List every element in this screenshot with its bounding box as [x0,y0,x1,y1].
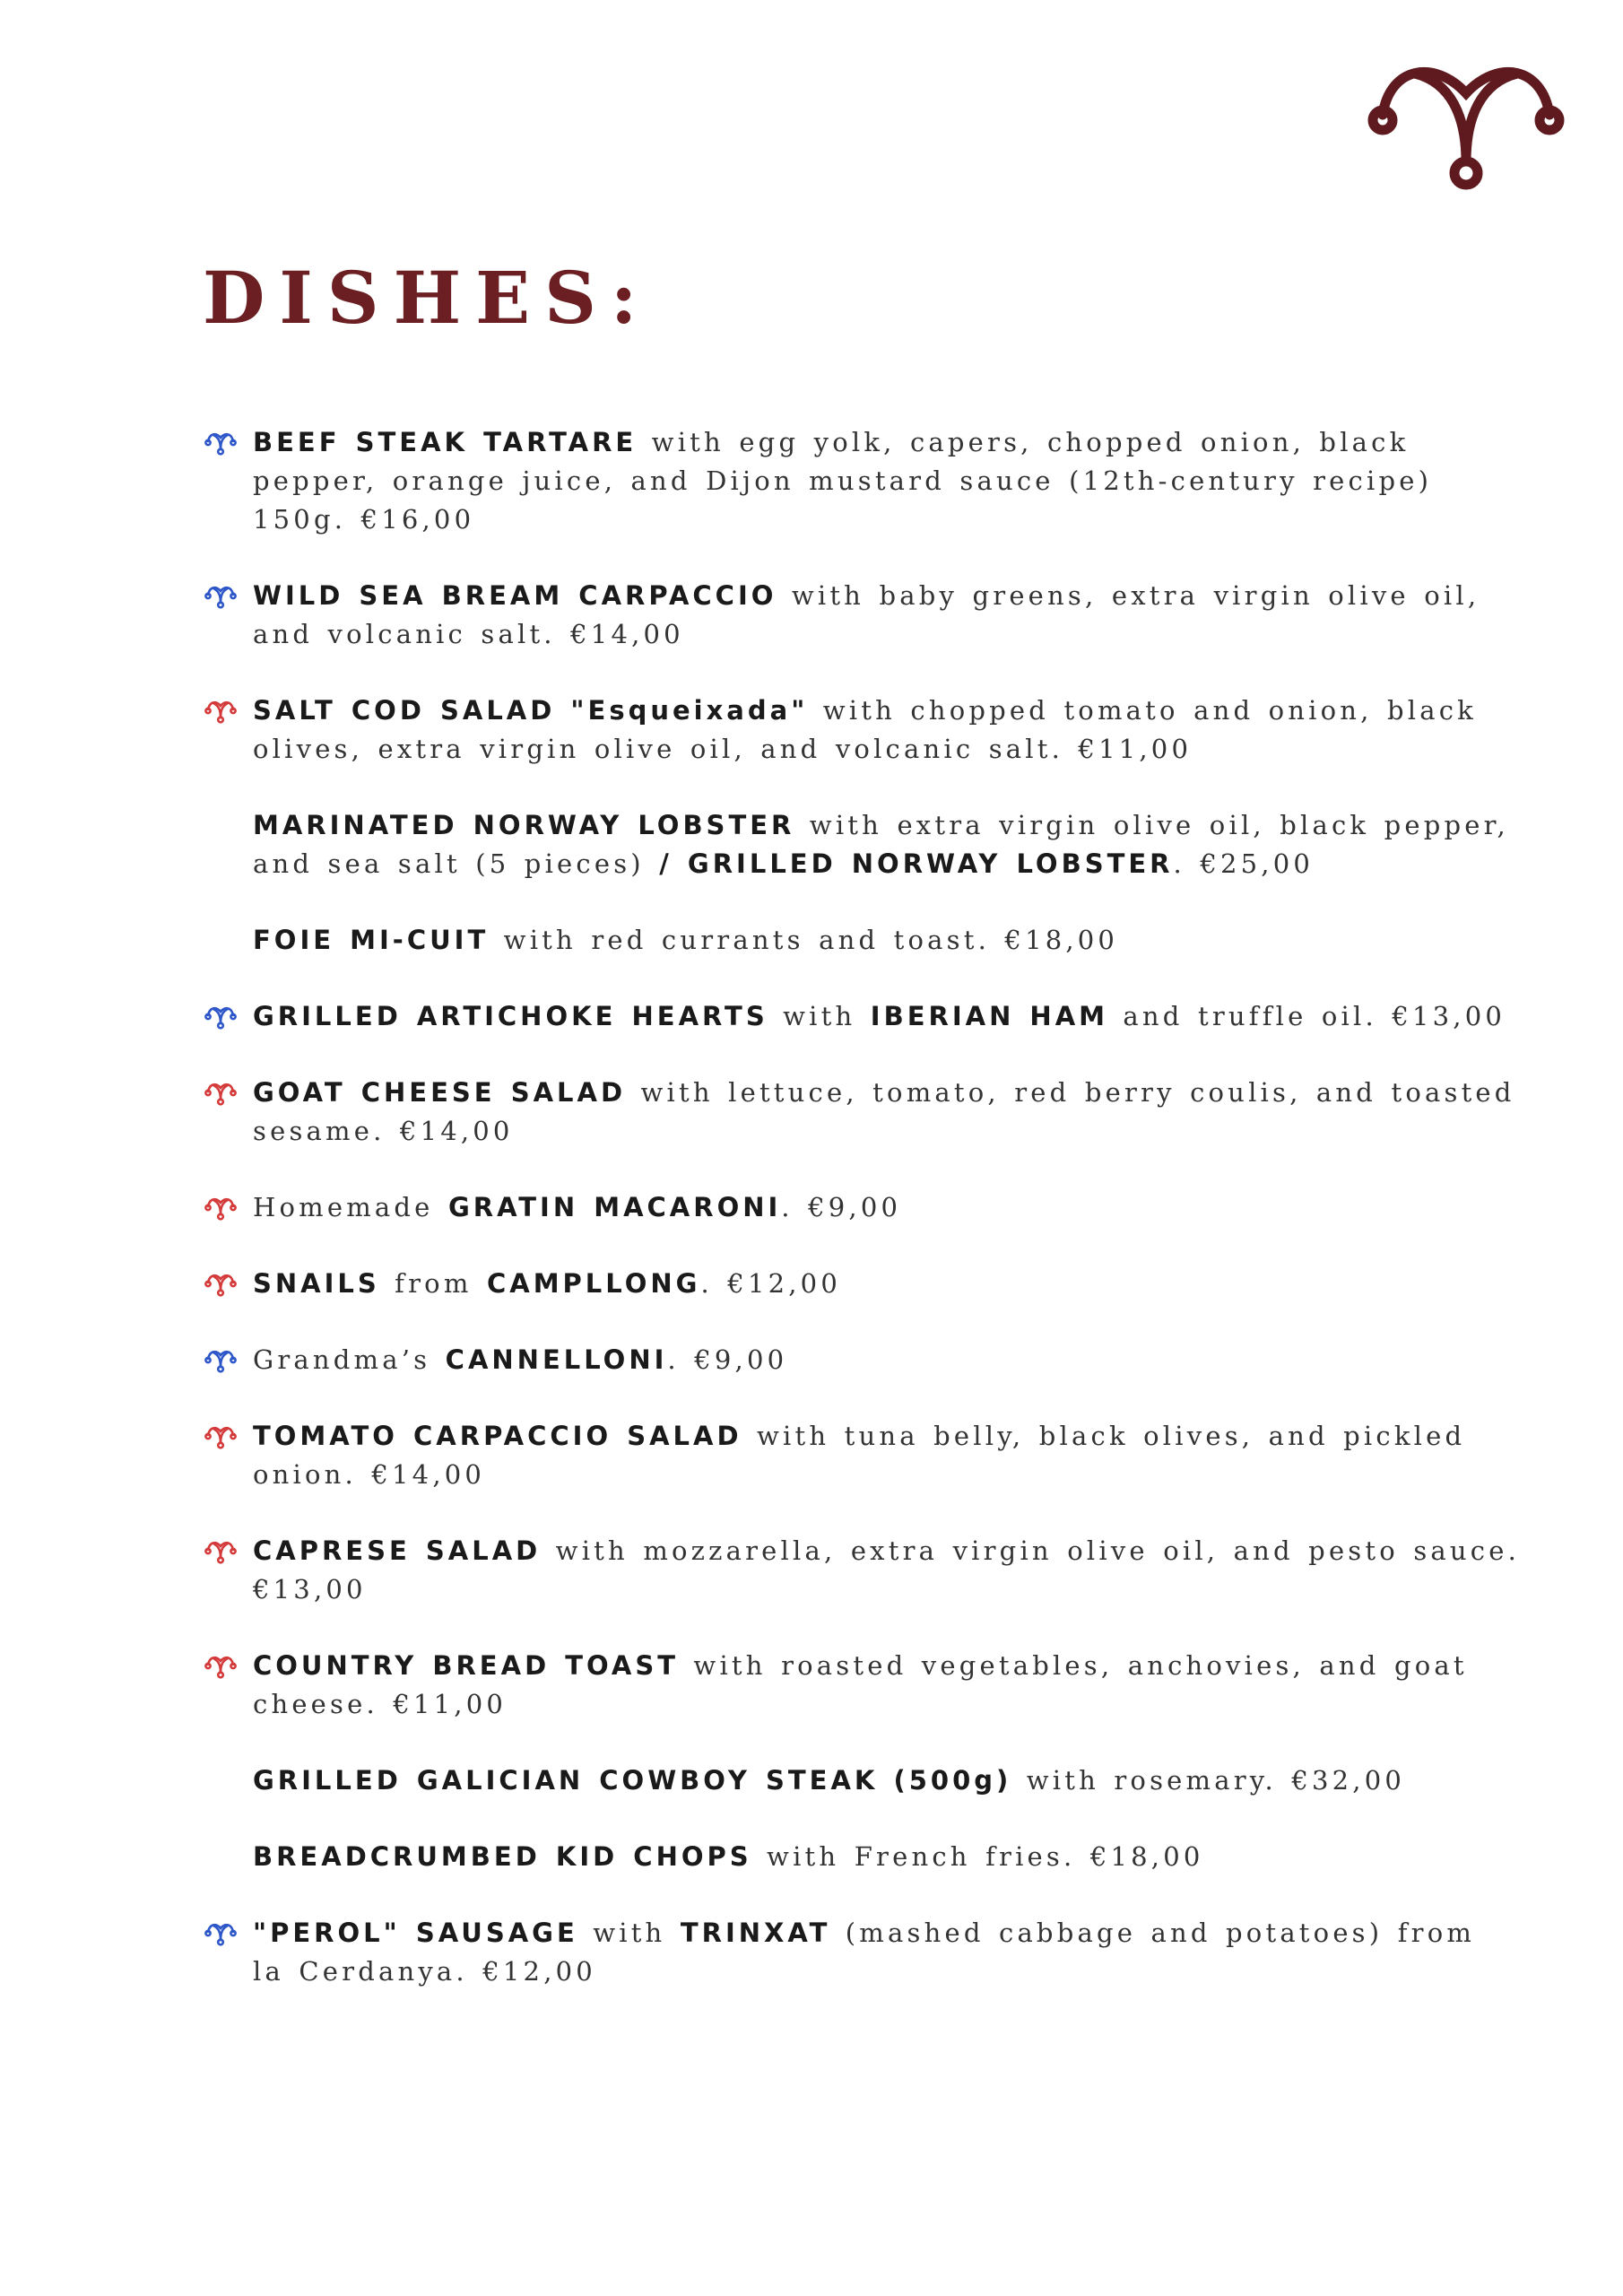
dish-item [203,691,1521,769]
dish-item [203,1914,1521,1991]
dish-name: SALT COD SALAD "Esqueixada" [253,695,809,726]
jester-hat-bullet-icon [203,1196,239,1221]
dish-item [203,1838,1521,1876]
jester-hat-bullet-icon [203,699,239,724]
dish-description: with egg yolk, capers, chopped onion, black pepper, orange juice, and Dijon mustard sauce (12th-century recipe) 150g. €16,00 [253,427,1433,535]
dish-description: with [577,1918,681,1948]
dish-item [203,997,1521,1036]
dish-description: with chopped tomato and onion, black olives, extra virgin olive oil, and volcanic salt. €11,00 [253,695,1477,764]
dish-description: with red currants and toast. €18,00 [489,925,1119,955]
jester-hat-bullet-icon [203,1424,239,1449]
jester-hat-logo-icon [1363,47,1569,199]
dish-name: TOMATO CARPACCIO SALAD [253,1421,742,1451]
jester-hat-bullet-icon [203,584,239,609]
dish-item [203,577,1521,654]
dish-description: with roasted vegetables, anchovies, and goat cheese. €11,00 [253,1650,1468,1719]
dish-name: GRILLED GALICIAN COWBOY STEAK (500g) [253,1765,1012,1796]
dish-name: GRATIN MACARONI [447,1192,782,1222]
dish-name: SNAILS [253,1268,380,1299]
dish-name: TRINXAT [680,1918,831,1948]
dish-name: IBERIAN HAM [870,1001,1109,1031]
dish-description: Homemade [253,1192,448,1222]
dish-name: CAPRESE SALAD [253,1535,542,1566]
dish-item [203,1341,1521,1379]
dish-description: . €9,00 [667,1344,788,1375]
jester-hat-bullet-icon [203,1081,239,1106]
dish-description: and truffle oil. €13,00 [1108,1001,1506,1031]
jester-hat-bullet-icon [203,1348,239,1373]
dish-list [203,423,1521,2029]
jester-hat-bullet-icon [203,1272,239,1297]
dish-name: GOAT CHEESE SALAD [253,1077,627,1108]
dish-description: with mozzarella, extra virgin olive oil, and pesto sauce. €13,00 [253,1535,1520,1605]
dish-name: FOIE MI-CUIT [253,925,490,955]
dish-name: WILD SEA BREAM CARPACCIO [253,580,777,611]
dish-description: with rosemary. €32,00 [1011,1765,1406,1796]
dish-description: with French fries. €18,00 [751,1841,1204,1872]
dish-name: CAMPLLONG [486,1268,701,1299]
dish-item [203,1647,1521,1724]
dish-item [203,1074,1521,1151]
jester-hat-bullet-icon [203,430,239,456]
dish-name: MARINATED NORWAY LOBSTER [253,810,795,840]
dish-name: BREADCRUMBED KID CHOPS [253,1841,752,1872]
dish-description: . €12,00 [700,1268,841,1299]
jester-hat-bullet-icon [203,1921,239,1946]
dish-item [203,806,1521,883]
dish-item [203,921,1521,960]
dish-description: with [768,1001,871,1031]
dish-item [203,1532,1521,1609]
dish-item [203,1265,1521,1303]
dish-description: with baby greens, extra virgin olive oil, and volcanic salt. €14,00 [253,580,1480,649]
dish-description: . €9,00 [781,1192,902,1222]
page-title: DISHES: [203,256,652,340]
dish-name: COUNTRY BREAD TOAST [253,1650,680,1681]
dish-item [203,423,1521,539]
dish-item [203,1417,1521,1494]
dish-description: (mashed cabbage and potatoes) from la Cerdanya. €12,00 [253,1918,1476,1987]
dish-description: from [379,1268,487,1299]
dish-name: / GRILLED NORWAY LOBSTER [659,848,1174,879]
dish-name: "PEROL" SAUSAGE [253,1918,578,1948]
dish-name: CANNELLONI [445,1344,668,1375]
jester-hat-bullet-icon [203,1654,239,1679]
dish-description: Grandma’s [253,1344,446,1375]
dish-description: with tuna belly, black olives, and pickled onion. €14,00 [253,1421,1466,1490]
dish-description: with lettuce, tomato, red berry coulis, and toasted sesame. €14,00 [253,1077,1515,1146]
dish-description: . €25,00 [1173,848,1315,879]
dish-name: GRILLED ARTICHOKE HEARTS [253,1001,768,1031]
dish-item [203,1761,1521,1800]
jester-hat-bullet-icon [203,1004,239,1030]
jester-hat-bullet-icon [203,1539,239,1564]
dish-description: with extra virgin olive oil, black pepper, and sea salt (5 pieces) [253,810,1509,879]
logo-shape [1373,72,1559,185]
dish-name: BEEF STEAK TARTARE [253,427,638,457]
dish-item [203,1188,1521,1227]
